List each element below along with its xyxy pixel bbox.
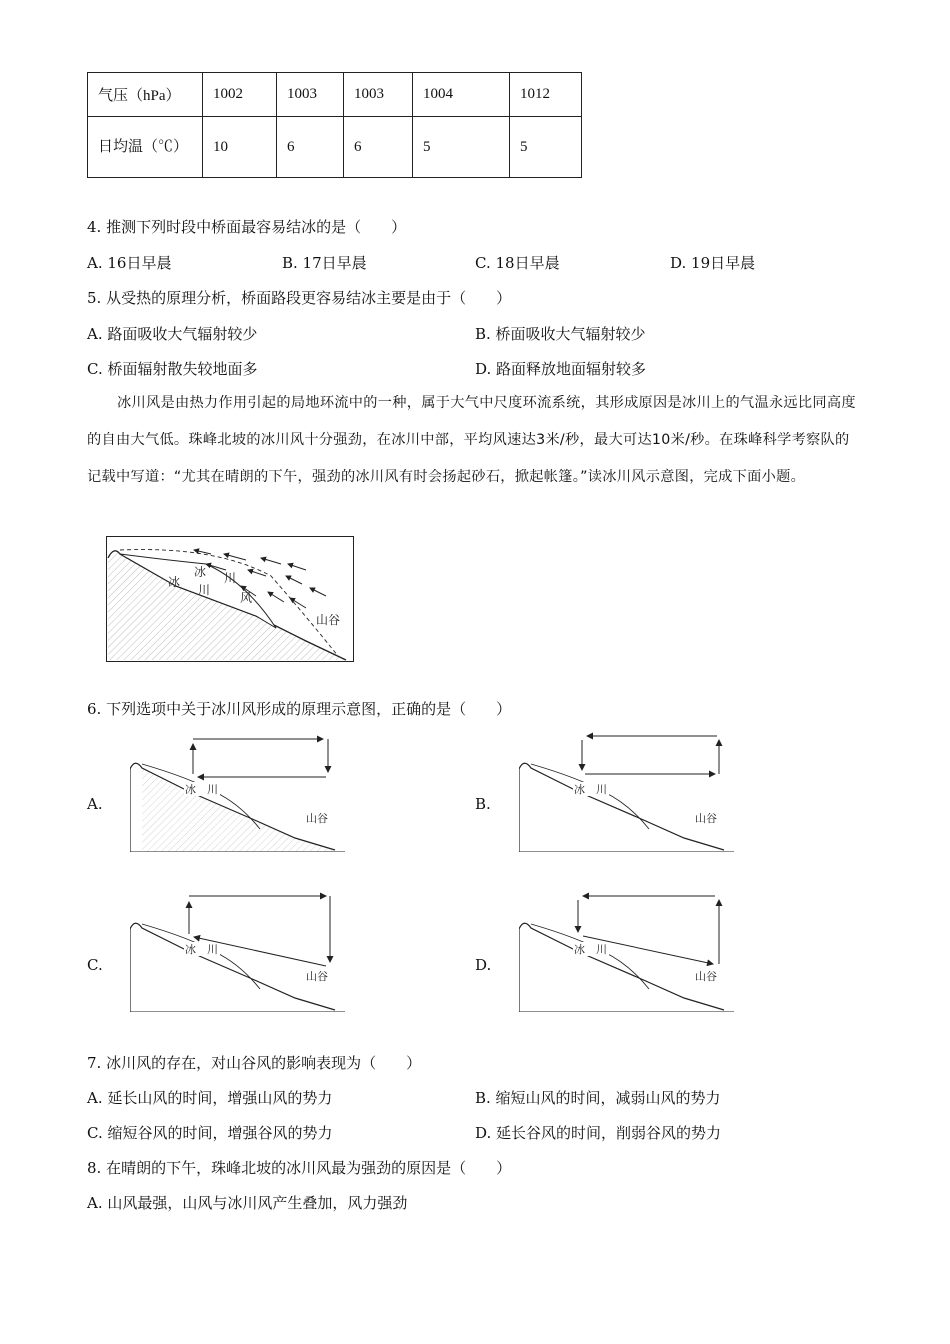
fig-c-valley: 山谷 [306, 970, 328, 983]
option-6b: B. [475, 795, 491, 813]
table-cell: 6 [344, 117, 413, 178]
option-7c: C. 缩短谷风的时间，增强谷风的势力 [87, 1124, 333, 1142]
option-5d: D. 路面释放地面辐射较多 [475, 360, 647, 378]
fig-b-valley: 山谷 [695, 812, 717, 825]
option-4b: B. 17日早晨 [282, 254, 367, 272]
table-cell: 5 [510, 117, 582, 178]
table-cell: 6 [277, 117, 344, 178]
figure-option-a [130, 734, 345, 852]
fig-d-glacier: 冰 川 [574, 943, 607, 956]
table-cell: 10 [203, 117, 277, 178]
question-5-stem: 5. 从受热的原理分析，桥面路段更容易结冰主要是由于（ ） [87, 289, 512, 307]
table-cell: 1002 [203, 73, 277, 117]
option-4d: D. 19日早晨 [670, 254, 756, 272]
label-wind-3: 风 [240, 591, 253, 605]
data-table [87, 72, 582, 178]
table-cell: 1012 [510, 73, 582, 117]
option-6c: C. [87, 956, 103, 974]
option-5b: B. 桥面吸收大气辐射较少 [475, 325, 646, 343]
question-6-stem: 6. 下列选项中关于冰川风形成的原理示意图，正确的是（ ） [87, 700, 512, 718]
row-label: 气压（hPa） [88, 73, 203, 117]
fig-a-valley: 山谷 [306, 812, 328, 825]
question-4-stem: 4. 推测下列时段中桥面最容易结冰的是（ ） [87, 218, 407, 236]
question-8-stem: 8. 在晴朗的下午，珠峰北坡的冰川风最为强劲的原因是（ ） [87, 1159, 512, 1177]
row-label: 日均温（℃） [88, 117, 203, 178]
fig-a-glacier: 冰 川 [185, 783, 218, 796]
fig-d-valley: 山谷 [695, 970, 717, 983]
fig-c-glacier: 冰 川 [185, 943, 218, 956]
figure-option-b [519, 730, 734, 852]
option-5c: C. 桥面辐射散失较地面多 [87, 360, 258, 378]
passage-text: 冰川风是由热力作用引起的局地环流中的一种，属于大气中尺度环流系统，其形成原因是冰川上的气温永远比同高度的自由大气低。珠峰北坡的冰川风十分强劲，在冰川中部，平均风速达3米/秒，最大可达10米/秒。在珠峰科学考察队的记载中写道：“尤其在晴朗的下午，强劲的冰川风有时会扬起砂石，掀起帐篷。”读冰川风示意图，完成下面小题。 [87, 395, 856, 485]
label-glacier-1: 冰 [168, 575, 181, 589]
figure-option-d [519, 890, 734, 1012]
figure-option-c [130, 890, 345, 1012]
glacier-wind-figure [106, 536, 354, 662]
table-row [88, 73, 582, 117]
option-4a: A. 16日早晨 [87, 254, 172, 272]
table-cell: 1003 [344, 73, 413, 117]
table-cell: 1003 [277, 73, 344, 117]
label-wind-2: 川 [224, 571, 237, 585]
option-6d: D. [475, 956, 492, 974]
table-row [88, 117, 582, 178]
option-6a: A. [87, 795, 103, 813]
option-7b: B. 缩短山风的时间，减弱山风的势力 [475, 1089, 721, 1107]
fig-b-glacier: 冰 川 [574, 783, 607, 796]
label-valley: 山谷 [316, 613, 341, 627]
label-wind-1: 冰 [194, 565, 207, 579]
label-glacier-2: 川 [198, 583, 211, 597]
question-7-stem: 7. 冰川风的存在，对山谷风的影响表现为（ ） [87, 1054, 422, 1072]
table-cell: 5 [413, 117, 510, 178]
option-7a: A. 延长山风的时间，增强山风的势力 [87, 1089, 333, 1107]
option-4c: C. 18日早晨 [475, 254, 560, 272]
option-8a: A. 山风最强，山风与冰川风产生叠加，风力强劲 [87, 1194, 408, 1212]
option-7d: D. 延长谷风的时间，削弱谷风的势力 [475, 1124, 722, 1142]
table-cell: 1004 [413, 73, 510, 117]
option-5a: A. 路面吸收大气辐射较少 [87, 325, 258, 343]
